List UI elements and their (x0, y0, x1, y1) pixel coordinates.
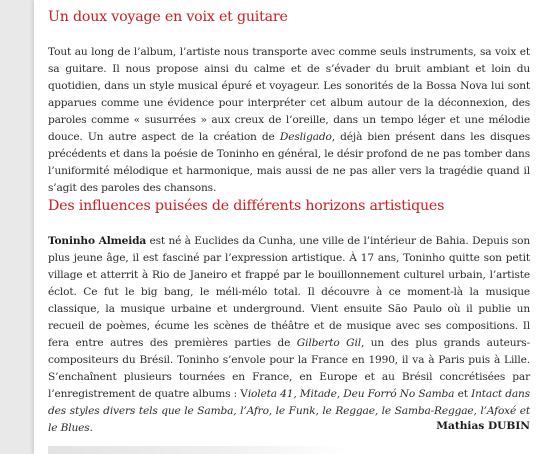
author-signature: Mathias DUBIN (436, 420, 530, 432)
paragraph-influences (48, 233, 530, 437)
gilberto-gil-name: Gilberto Gil (296, 337, 361, 349)
paragraph-voyage (48, 44, 530, 197)
paragraph-influences-text-c: et (454, 388, 472, 400)
section-heading-voyage: Un doux voyage en voix et guitare (48, 9, 288, 25)
artist-name: Toninho Almeida (48, 235, 147, 247)
album-title-desligado: Desligado (279, 131, 332, 143)
faded-next-line (48, 446, 348, 454)
section-heading-influences: Des influences puisées de différents horizons artistiques (48, 198, 445, 214)
paragraph-voyage-text-b: , déjà bien présent dans les disques précédents et dans la poésie de Toninho en général, le désir profond de ne pas tomber dans l’uniformité mélodique et harmonique, mais aussi de ne pas aller vers la tragédie quand il s’agit des paroles des chansons. (48, 131, 530, 194)
album-styles: Intact dans des styles divers tels que le Samba, l’Afro, le Funk, le Reggae, le Samba-Reggae, l’Afoxé et le Blues. (48, 388, 530, 434)
article-page (34, 0, 548, 454)
paragraph-influences-text-a: est né à Euclides da Cunha, une ville de l’intérieur de Bahia. Depuis son plus jeune âge, il est fasciné par l’expression artistique. À 17 ans, Toninho quitte son petit village et atterrit à Rio de Janeiro et frappé par le bouillonnement culturel urbain, l’artiste éclot. Ce fut le big bang, le méli-mélo total. Il découvre à ce moment-là la musique classique, la musique urbaine et underground. Vient ensuite São Paulo où il publie un recueil de poèmes, écume les scènes de théâtre et de musique avec ses compositions. Il fera entre autres des premières parties de (48, 235, 530, 349)
paragraph-voyage-text-a: Tout au long de l’album, l’artiste nous transporte avec comme seuls instruments, sa voix et sa guitare. Il nous propose ainsi du calme et de s’évader du bruit ambiant et loin du quotidien, dans un style musical épuré et voyageur. Les sonorités de la Bossa Nova lui sont apparues comme une évidence pour interpréter cet album autour de la déconnexion, des paroles comme « susurrées » aux creux de l’oreille, dans un tempo léger et une mélodie douce. Un autre aspect de la création de (48, 46, 530, 143)
paragraph-influences-text-b: , un des plus grands auteurs-compositeurs du Brésil. Toninho s’envole pour la France en 1990, il va à Paris puis à Lille. S’enchaînent plusieurs tournées en France, en Europe et au Brésil concrétisées par l’enregistrement de quatre albums : V (48, 337, 530, 400)
album-list: ioleta 41, Mitade, Deu Forró No Samba (247, 388, 455, 400)
